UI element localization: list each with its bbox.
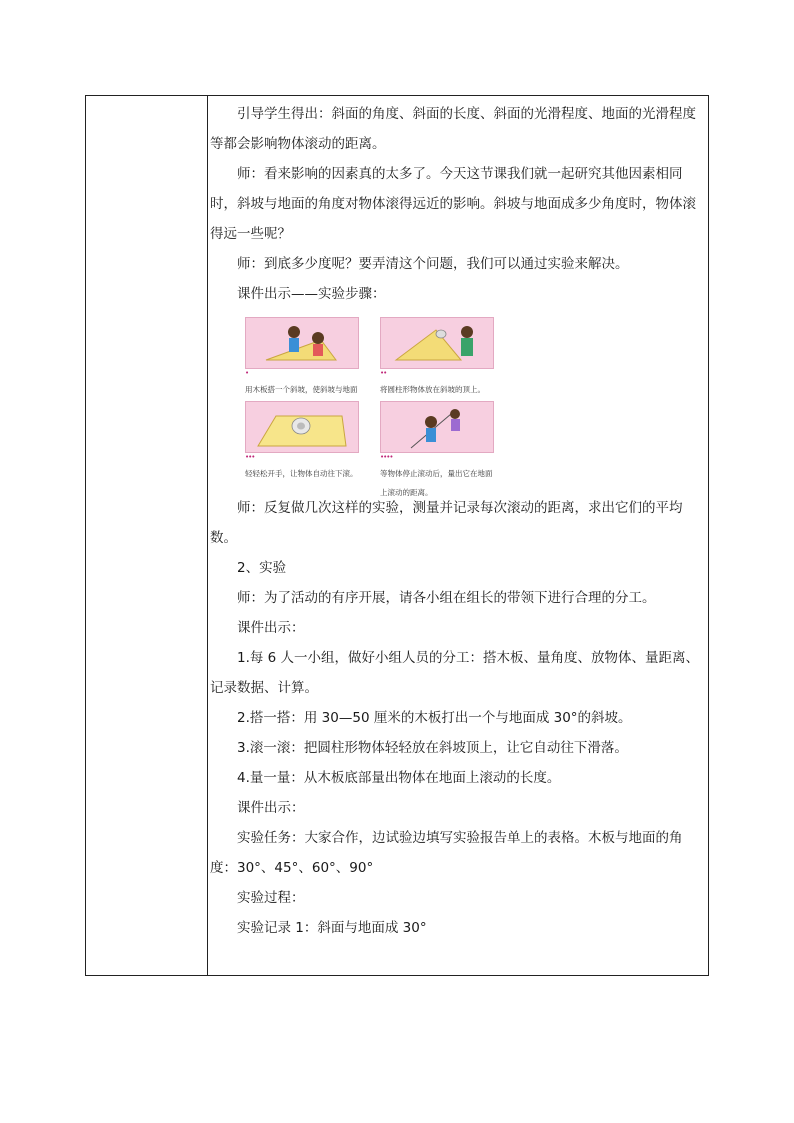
column-divider [207, 96, 208, 975]
step-dots: • [245, 369, 249, 377]
paragraph: 师：反复做几次这样的实验，测量并记录每次滚动的距离，求出它们的平均数。 [210, 500, 683, 546]
step-dots: •• [380, 369, 387, 377]
step-illustration-2 [380, 317, 494, 369]
step-illustration-3 [245, 401, 359, 453]
paragraph: 课件出示——实验步骤： [237, 286, 386, 302]
step-illustration-1 [245, 317, 359, 369]
paragraph: 课件出示： [237, 620, 305, 636]
paragraph: 1.每 6 人一小组，做好小组人员的分工：搭木板、量角度、放物体、量距离、记录数据、计算。 [210, 650, 700, 696]
paragraph: 4.量一量：从木板底部量出物体在地面上滚动的长度。 [237, 770, 561, 786]
lesson-table [85, 95, 709, 976]
paragraph: 实验记录 1：斜面与地面成 30° [237, 920, 427, 936]
step-panel-3 [245, 401, 359, 480]
experiment-steps-figure [210, 313, 707, 497]
step-caption-text: 等物体停止滚动后，量出它在地面上滚动的距离。 [380, 469, 493, 497]
step-dots: ••• [245, 453, 255, 461]
paragraph: 引导学生得出：斜面的角度、斜面的长度、斜面的光滑程度、地面的光滑程度等都会影响物体滚动的距离。 [210, 106, 696, 152]
paragraph: 2、实验 [237, 560, 287, 576]
paragraph: 3.滚一滚：把圆柱形物体轻轻放在斜坡顶上，让它自动往下滑落。 [237, 740, 628, 756]
step-panel-4 [380, 401, 494, 499]
paragraph: 师：为了活动的有序开展，请各小组在组长的带领下进行合理的分工。 [237, 590, 656, 606]
step-dots: •••• [380, 453, 393, 461]
step-caption [245, 453, 359, 478]
step-caption-text: 轻轻松开手，让物体自动往下滚。 [245, 469, 358, 478]
step-panel-2 [380, 317, 494, 396]
lesson-content [210, 99, 707, 943]
paragraph: 实验过程： [237, 890, 305, 906]
paragraph: 2.搭一搭：用 30—50 厘米的木板打出一个与地面成 30°的斜坡。 [237, 710, 632, 726]
paragraph: 课件出示： [237, 800, 305, 816]
paragraph: 实验任务：大家合作，边试验边填写实验报告单上的表格。木板与地面的角度：30°、45°、60°、90° [210, 830, 683, 876]
paragraph: 师：到底多少度呢？要弄清这个问题，我们可以通过实验来解决。 [237, 256, 629, 272]
step-illustration-4 [380, 401, 494, 453]
step-caption [380, 369, 494, 394]
paragraph: 师：看来影响的因素真的太多了。今天这节课我们就一起研究其他因素相同时，斜坡与地面的角度对物体滚得远近的影响。斜坡与地面成多少角度时，物体滚得远一些呢？ [210, 166, 696, 242]
step-caption [380, 453, 494, 497]
step-caption-text: 用木板搭一个斜坡，使斜坡与地面 [245, 385, 358, 394]
step-caption-text: 将圆柱形物体放在斜坡的顶上。 [380, 385, 485, 394]
